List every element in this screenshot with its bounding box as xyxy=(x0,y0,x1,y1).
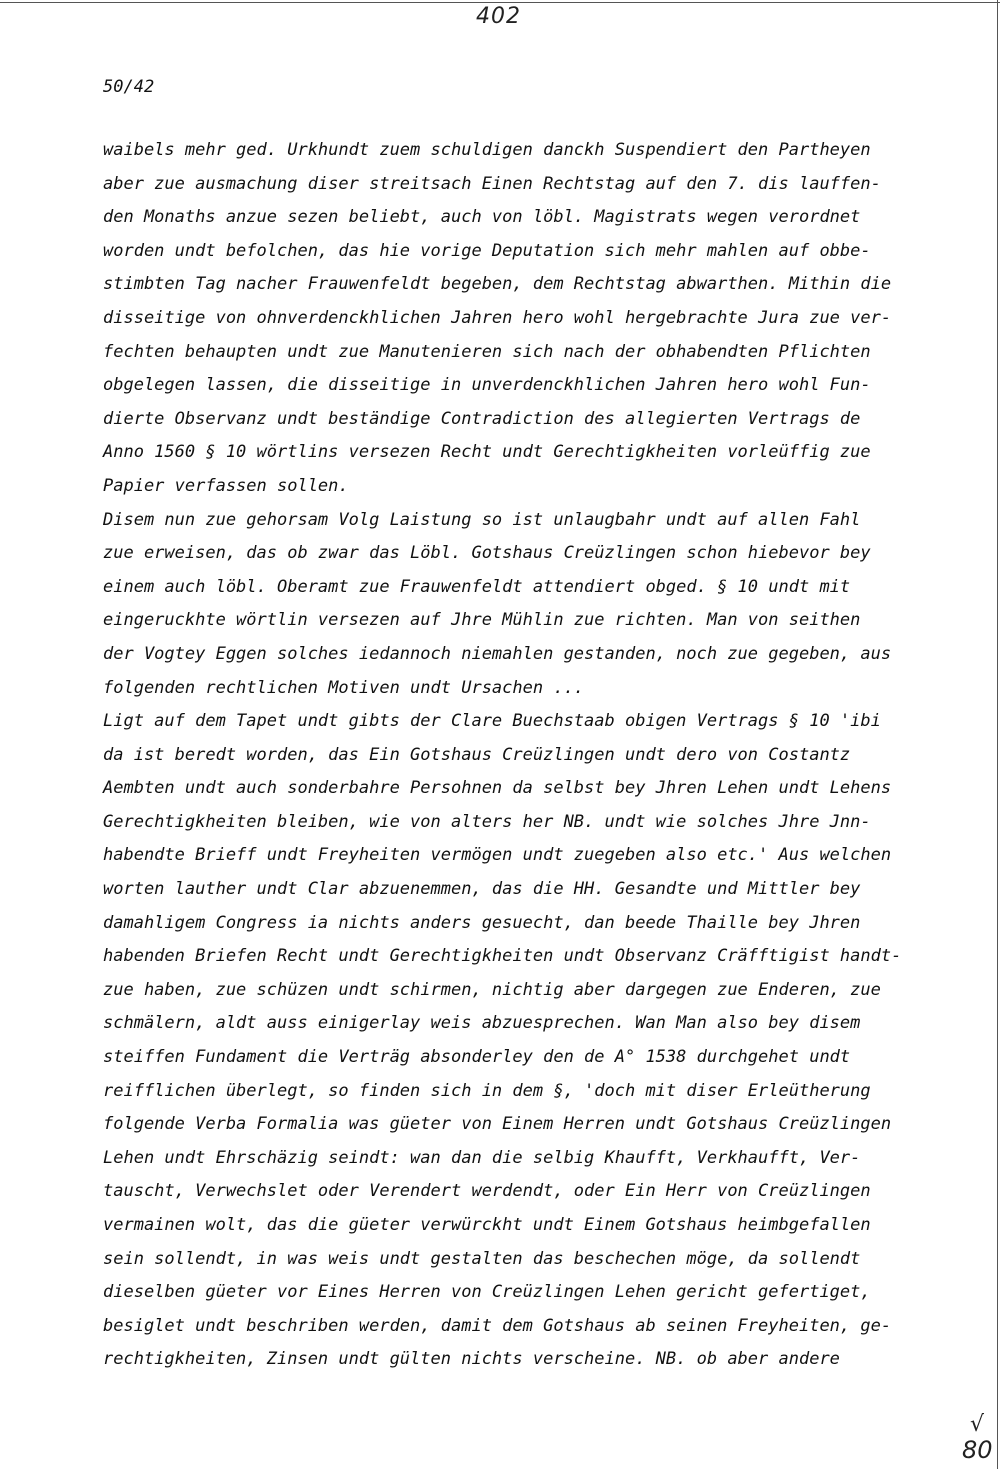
text-line: Ligt auf dem Tapet undt gibts der Clare Buechstaab obigen Vertrags § 10 'ibi xyxy=(103,711,881,732)
text-line: da ist beredt worden, das Ein Gotshaus Creüzlingen undt dero von Costantz xyxy=(103,744,851,765)
handwritten-page-number: 402 xyxy=(476,4,521,29)
text-line: eingeruckhte wörtlin versezen auf Jhre Mühlin zue richten. Man von seithen xyxy=(103,610,861,631)
text-line: obgelegen lassen, die disseitige in unverdenckhlichen Jahren hero wohl Fun- xyxy=(103,375,871,396)
text-line: disseitige von ohnverdenckhlichen Jahren hero wohl hergebrachte Jura zue ver- xyxy=(103,307,892,328)
text-line: Aembten undt auch sonderbahre Persohnen da selbst bey Jhren Lehen undt Lehens xyxy=(103,778,892,799)
text-line: zue haben, zue schüzen undt schirmen, nichtig aber dargegen zue Enderen, zue xyxy=(103,979,881,1000)
text-line: schmälern, aldt auss einigerlay weis abzuesprechen. Wan Man also bey disem xyxy=(103,1013,861,1034)
text-line: Anno 1560 § 10 wörtlins versezen Recht undt Gerechtigkheiten vorleüffig zue xyxy=(103,442,871,463)
text-line: aber zue ausmachung diser streitsach Einen Rechtstag auf den 7. dis lauffen- xyxy=(103,173,881,194)
text-line: folgenden rechtlichen Motiven undt Ursachen ... xyxy=(103,677,585,698)
text-line: zue erweisen, das ob zwar das Löbl. Gotshaus Creüzlingen schon hiebevor bey xyxy=(103,543,871,564)
text-line: der Vogtey Eggen solches iedannoch niemahlen gestanden, noch zue gegeben, aus xyxy=(103,643,892,664)
text-line: Gerechtigkheiten bleiben, wie von alters her NB. undt wie solches Jhre Jnn- xyxy=(103,811,871,832)
page-top-border xyxy=(0,2,1000,3)
text-line: tauscht, Verwechslet oder Verendert werdendt, oder Ein Herr von Creüzlingen xyxy=(103,1181,871,1202)
margin-check-mark: √ xyxy=(970,1412,985,1437)
text-line: besiglet undt beschriben werden, damit dem Gotshaus ab seinen Freyheiten, ge- xyxy=(103,1315,892,1336)
text-line: stimbten Tag nacher Frauwenfeldt begeben, dem Rechtstag abwarthen. Mithin die xyxy=(103,274,892,295)
document-body xyxy=(103,134,963,1377)
text-line: dierte Observanz undt beständige Contradiction des allegierten Vertrags de xyxy=(103,408,861,429)
text-line: worden undt befolchen, das hie vorige Deputation sich mehr mahlen auf obbe- xyxy=(103,240,871,261)
text-line: folgende Verba Formalia was güeter von Einem Herren undt Gotshaus Creüzlingen xyxy=(103,1114,892,1135)
text-line: Lehen undt Ehrschäzig seindt: wan dan die selbig Khaufft, Verkhaufft, Ver- xyxy=(103,1147,861,1168)
text-line: vermainen wolt, das die güeter verwürckht undt Einem Gotshaus heimbgefallen xyxy=(103,1215,871,1235)
text-line: worten lauther undt Clar abzuenemmen, das die HH. Gesandte und Mittler bey xyxy=(103,879,861,900)
text-line: steiffen Fundament die Verträg absonderley den de A° 1538 durchgehet undt xyxy=(103,1047,851,1068)
page-right-border xyxy=(997,0,998,1469)
text-line: waibels mehr ged. Urkhundt zuem schuldigen danckh Suspendiert den Partheyen xyxy=(103,140,871,160)
folio-number: 50/42 xyxy=(103,77,155,97)
text-line: reifflichen überlegt, so finden sich in dem §, 'doch mit diser Erleütherung xyxy=(103,1080,871,1101)
text-line: Papier verfassen sollen. xyxy=(103,475,349,496)
text-line: habenden Briefen Recht undt Gerechtigkheiten undt Observanz Cräfftigist handt- xyxy=(103,946,902,967)
text-line: einem auch löbl. Oberamt zue Frauwenfeldt attendiert obged. § 10 undt mit xyxy=(103,576,851,597)
text-line: den Monaths anzue sezen beliebt, auch von löbl. Magistrats wegen verordnet xyxy=(103,207,861,228)
margin-handwritten-number: 80 xyxy=(962,1436,993,1464)
text-line: damahligem Congress ia nichts anders gesuecht, dan beede Thaille bey Jhren xyxy=(103,912,861,933)
text-line: Disem nun zue gehorsam Volg Laistung so ist unlaugbahr undt auf allen Fahl xyxy=(103,509,861,530)
text-line: sein sollendt, in was weis undt gestalten das beschechen möge, da sollendt xyxy=(103,1248,861,1269)
text-line: fechten behaupten undt zue Manutenieren sich nach der obhabendten Pflichten xyxy=(103,341,871,362)
text-line: habendte Brieff undt Freyheiten vermögen undt zuegeben also etc.' Aus welchen xyxy=(103,845,892,866)
text-line: rechtigkheiten, Zinsen undt gülten nichts verscheine. NB. ob aber andere xyxy=(103,1349,840,1370)
text-line: dieselben güeter vor Eines Herren von Creüzlingen Lehen gericht gefertiget, xyxy=(103,1282,871,1303)
